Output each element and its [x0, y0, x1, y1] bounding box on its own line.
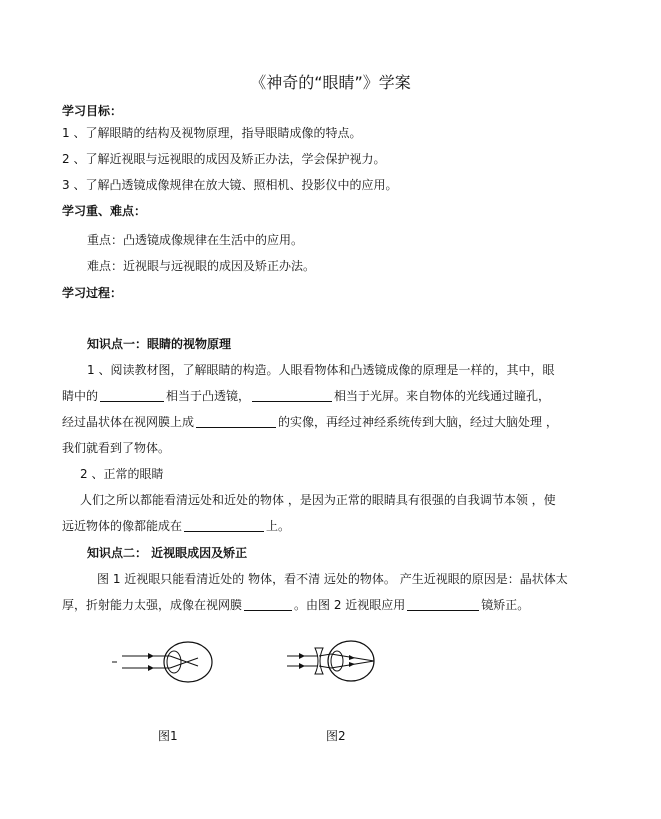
k1-text: 睛中的: [62, 389, 99, 403]
k2-text: 镜矫正。: [481, 598, 530, 612]
k1-text: 的实像，再经过神经系统传到大脑，经过大脑处理 ，: [278, 415, 558, 429]
k2-text: 。由图 2 近视眼应用: [294, 598, 406, 612]
keypoint-difficulty: 难点：近视眼与远视眼的成因及矫正办法。: [87, 259, 316, 273]
k1-paragraph-1-line-3: [62, 414, 558, 430]
k2-paragraph-line-2: [62, 597, 529, 613]
figure-2-caption: 图2: [326, 729, 346, 743]
process-heading: 学习过程：: [62, 286, 123, 300]
k1-paragraph-1-line-4: 我们就看到了物体。: [62, 441, 171, 455]
keypoint-focus: 重点：凸透镜成像规律在生活中的应用。: [87, 233, 304, 247]
knowledge-point-1-heading: 知识点一：眼睛的视物原理: [87, 337, 232, 351]
objectives-heading: 学习目标：: [62, 104, 123, 118]
page-title: 《神奇的“眼睛”》学案: [250, 73, 411, 92]
k1-paragraph-2-line-2: [62, 518, 290, 534]
k1-text: 远近物体的像都能成在: [62, 519, 183, 533]
objective-item-3: 3 、了解凸透镜成像规律在放大镜、照相机、投影仪中的应用。: [62, 178, 398, 192]
figure-2-corrected-eye: [285, 638, 385, 684]
answer-blank-position[interactable]: [244, 598, 292, 611]
k2-text: 厚，折射能力太强，成像在视网膜: [62, 598, 243, 612]
k1-text: 相当于光屏。来自物体的光线通过瞳孔，: [334, 389, 551, 403]
answer-blank-screen[interactable]: [252, 389, 332, 402]
answer-blank-image[interactable]: [196, 415, 276, 428]
k2-paragraph-line-1: 图 1 近视眼只能看清近处的 物体，看不清 远处的物体。 产生近视眼的原因是：晶状体太: [97, 572, 568, 586]
objective-item-1: 1 、了解眼睛的结构及视物原理，指导眼睛成像的特点。: [62, 126, 362, 140]
k1-text: 经过晶状体在视网膜上成: [62, 415, 195, 429]
objective-item-2: 2 、了解近视眼与远视眼的成因及矫正办法，学会保护视力。: [62, 152, 386, 166]
figure-1-caption: 图1: [158, 729, 178, 743]
knowledge-point-2-heading: 知识点二： 近视眼成因及矫正: [87, 546, 248, 560]
keypoints-heading: 学习重、难点：: [62, 204, 147, 218]
k1-paragraph-1-line-2: [62, 388, 550, 404]
k1-text: 相当于凸透镜，: [166, 389, 251, 403]
answer-blank-lens-type[interactable]: [407, 598, 479, 611]
k1-text: 上。: [266, 519, 291, 533]
k1-paragraph-2-line-1: 人们之所以都能看清远处和近处的物体 ，是因为正常的眼睛具有很强的自我调节本领 ，使: [80, 493, 556, 507]
figure-1-myopic-eye: [110, 640, 220, 684]
answer-blank-lens[interactable]: [100, 389, 164, 402]
answer-blank-retina[interactable]: [184, 519, 264, 532]
k1-subheading-normal-eye: 2 、正常的眼睛: [80, 467, 164, 481]
k1-paragraph-1-line-1: 1 、阅读教材图，了解眼睛的构造。人眼看物体和凸透镜成像的原理是一样的，其中，眼: [87, 363, 555, 377]
